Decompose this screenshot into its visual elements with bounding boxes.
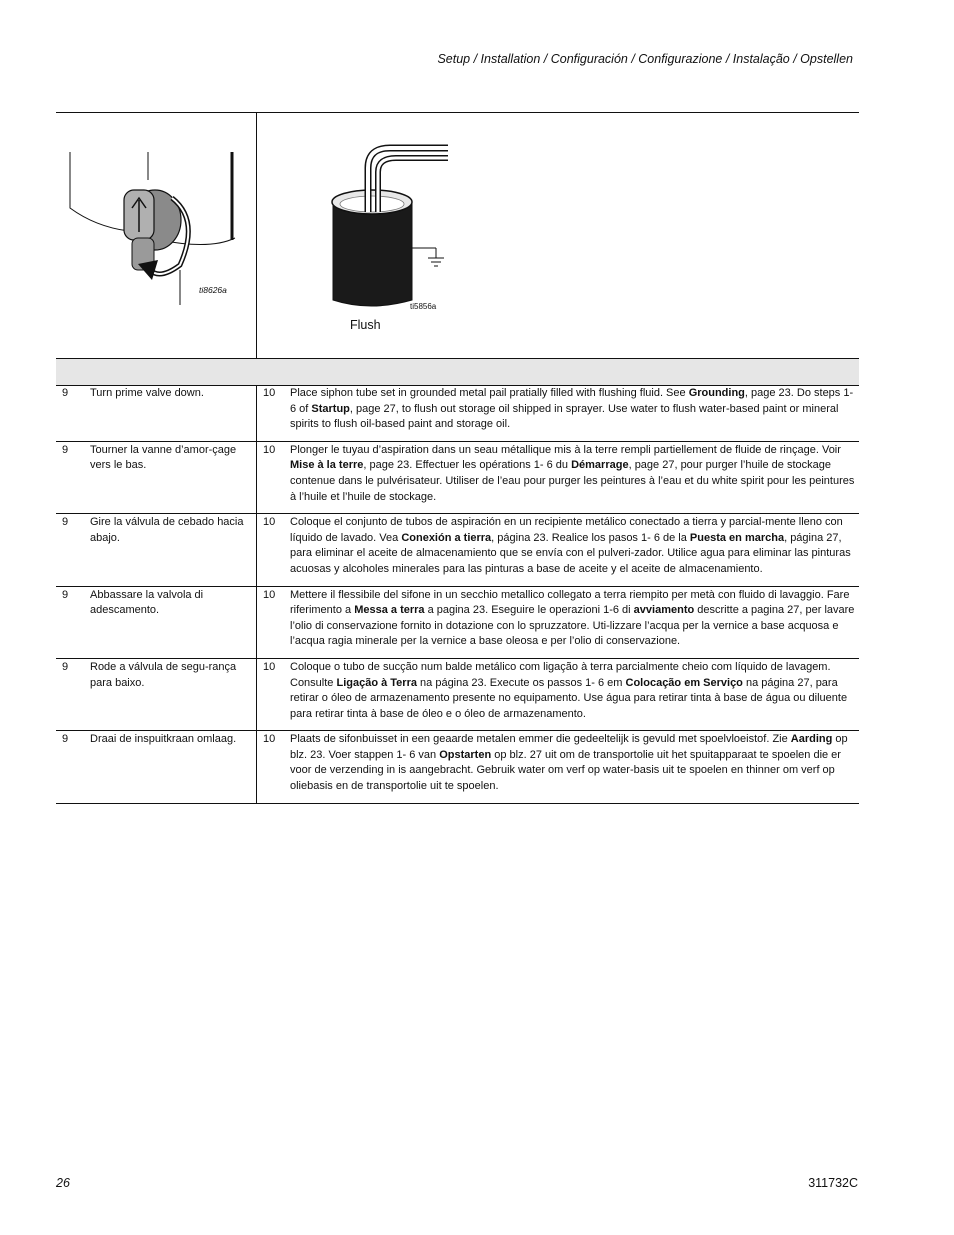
cross-reference: Puesta en marcha <box>689 531 785 544</box>
step-number: 9 <box>62 443 69 456</box>
step-text: Abbassare la valvola di adescamento. <box>90 588 204 617</box>
text-run: Coloque el conjunto de tubos de aspiración en un recipiente metálico conectado a tierra y parcial-mente lleno con líquido de lavado. Vea <box>290 516 843 544</box>
text-run: na página 27, para retirar o óleo de armazenamento presente no equipamento. Use água para retirar tinta à base de água ou diluente para retirar tinta à base de óleo e o óleo de armazenamento. <box>290 676 848 720</box>
table-row <box>56 442 859 514</box>
figure-right-tag: ti5856a <box>410 302 437 311</box>
step-left-cell <box>56 659 256 730</box>
text-run: Mettere il flessibile del sifone in un secchio metallico collegato a terra riempito per metà con fluido di lavaggio. Fare riferimento a <box>290 588 850 617</box>
cross-reference: Messa a terra <box>354 604 425 617</box>
cross-reference: avviamento <box>633 604 695 617</box>
step-text: Tourner la vanne d’amor-çage vers le bas. <box>90 443 237 472</box>
text-run: op blz. 27 uit om de transportolie uit het spuitapparaat te spoelen die er voor de verzending in is aangebracht. Gebruik water om verf op water-basis uit te spoelen en thinner om verf op oliebasis en de transportolie uit te spoelen. <box>290 748 841 793</box>
cross-reference: Ligação à Terra <box>336 676 417 689</box>
text-run: , page 27, pour purger l’huile de stockage contenue dans le pulvérisateur. Utiliser de l’eau pour purger les peintures à l’eau et du white spirit pour les peintures à l’huile et l’huile de stockage. <box>290 459 855 503</box>
step-right-cell <box>256 587 859 658</box>
step-text: Rode a válvula de segu-rança para baixo. <box>90 660 237 689</box>
step-number: 9 <box>62 387 69 399</box>
step-text <box>290 587 856 658</box>
cross-reference: Colocação em Serviço <box>625 676 743 689</box>
text-run: Plonger le tuyau d’aspiration dans un seau métallique mis à la terre rempli partiellement de fluide de rinçage. Voir <box>290 443 841 456</box>
step-left-cell <box>56 385 256 441</box>
figure-divider <box>256 112 257 358</box>
page-number: 26 <box>56 1176 70 1190</box>
table-row <box>56 385 859 442</box>
cross-reference: Démarrage <box>571 459 629 472</box>
figure-left-tag: ti8626a <box>199 285 227 295</box>
cross-reference: Opstarten <box>439 748 492 761</box>
step-text <box>290 442 856 513</box>
step-number: 10 <box>263 660 276 673</box>
text-run: na página 23. Execute os passos 1- 6 em <box>416 676 626 689</box>
table-row <box>56 587 859 659</box>
step-left-cell <box>56 587 256 658</box>
running-header: Setup / Installation / Configuración / Configurazione / Instalação / Opstellen <box>437 52 853 66</box>
text-run: Coloque o tubo de sucção num balde metálico com ligação à terra parcialmente cheio com líquido de lavagem. Consulte <box>290 660 831 689</box>
flush-pail-illustration <box>320 140 460 315</box>
text-run: a pagina 23. Eseguire le operazioni 1-6 di <box>424 604 634 617</box>
step-number: 10 <box>263 387 276 399</box>
step-text <box>290 731 856 802</box>
text-run: op blz. 23. Voer stappen 1- 6 van <box>290 733 848 761</box>
step-number: 10 <box>263 443 276 456</box>
text-run: , page 23. Do steps 1- 6 of <box>290 387 854 415</box>
step-text: Draai de inspuitkraan omlaag. <box>90 733 237 746</box>
text-run: , page 27, to flush out storage oil shipped in sprayer. Use water to flush water-based paint or mineral spirits to flush oil-based paint and storage oil. <box>290 402 839 431</box>
cross-reference: Startup <box>311 402 350 415</box>
text-run: descritte a pagina 27, per lavare l’olio di conservazione fornito in dotazione con lo spruzzatore. Uti-lizzare l’acqua per la vernice a base acquosa e l’acqua ragia minerale per la vernice a base oleosa e per l’olio di conservazione. <box>290 604 855 648</box>
step-right-cell <box>256 659 859 730</box>
step-text <box>290 659 856 730</box>
step-number: 10 <box>263 588 276 601</box>
step-text: Gire la válvula de cebado hacia abajo. <box>90 516 244 544</box>
steps-table <box>56 385 859 804</box>
step-number: 9 <box>62 660 69 673</box>
step-right-cell <box>256 731 859 802</box>
step-text <box>290 514 856 585</box>
step-right-cell <box>256 385 859 441</box>
step-number: 10 <box>263 516 276 529</box>
text-run: , página 23. Realice los pasos 1- 6 de la <box>491 531 690 544</box>
document-number: 311732C <box>808 1176 858 1190</box>
step-number: 9 <box>62 516 69 529</box>
cross-reference: Aarding <box>790 733 833 746</box>
table-row <box>56 659 859 731</box>
figure-caption-flush: Flush <box>350 318 381 332</box>
cross-reference: Mise à la terre <box>290 459 364 472</box>
cross-reference: Conexión a tierra <box>401 531 492 544</box>
text-run: Plaats de sifonbuisset in een geaarde metalen emmer die gedeeltelijk is gevuld met spoelvloeistof. Zie <box>290 733 791 746</box>
section-band <box>56 358 859 386</box>
step-number: 9 <box>62 588 69 601</box>
step-left-cell <box>56 442 256 513</box>
step-left-cell <box>56 514 256 585</box>
step-right-cell <box>256 514 859 585</box>
step-number: 10 <box>263 733 276 746</box>
step-number: 9 <box>62 733 69 746</box>
text-run: , página 27, para eliminar el aceite de almacenamiento que se envía con el pulveri-zador. Utilice agua para eliminar las pinturas acuosas y alcoholes minerales para las pinturas a base de aceite y el aceite de almacenamiento. <box>290 531 851 575</box>
text-run: , page 23. Effectuer les opérations 1- 6 du <box>363 459 572 472</box>
step-text: Turn prime valve down. <box>90 387 204 399</box>
text-run: Place siphon tube set in grounded metal pail pratially filled with flushing fluid. See <box>290 387 689 399</box>
table-row <box>56 731 859 803</box>
table-row <box>56 514 859 586</box>
step-right-cell <box>256 442 859 513</box>
cross-reference: Grounding <box>688 387 745 399</box>
step-text <box>290 385 856 441</box>
step-left-cell <box>56 731 256 802</box>
